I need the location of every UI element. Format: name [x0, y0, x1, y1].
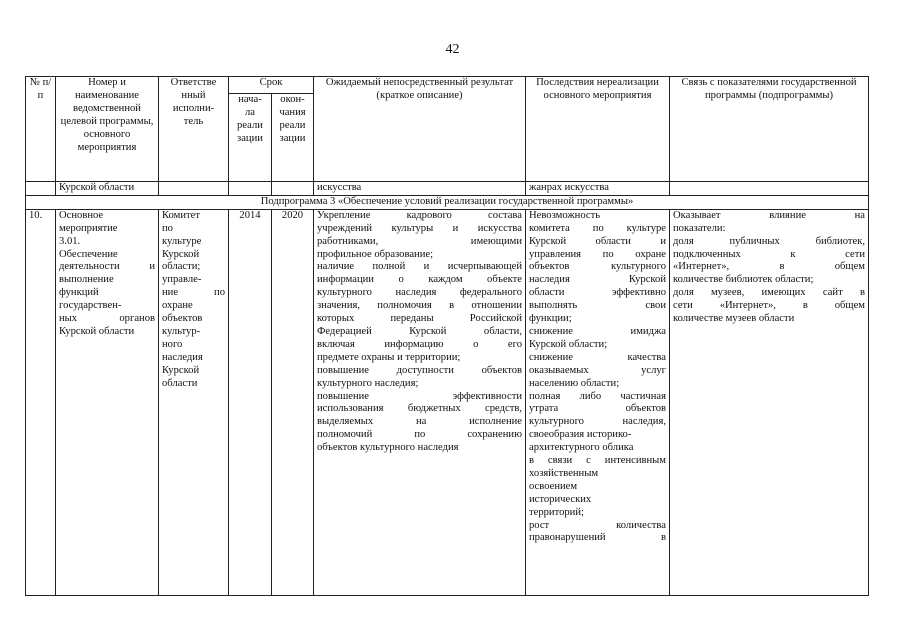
header-expected-result: Ожидаемый непосредственный результат (краткое описание) — [314, 77, 526, 182]
header-term: Срок — [229, 77, 314, 94]
text-line: своеобразия историко- — [529, 429, 632, 441]
text-line: территорий; — [529, 506, 584, 518]
text-line: исторических — [529, 493, 592, 505]
text-line: архитектурного облика — [529, 442, 634, 454]
text-line: ного — [162, 338, 183, 350]
cont-expected-result: искусства — [314, 182, 526, 196]
header-name: Номер и наименование ведомственной целевой программы, основного мероприятия — [56, 77, 159, 182]
header-num: № п/п — [26, 77, 56, 182]
text-line: комитета по культуре — [529, 222, 666, 234]
row-responsible — [159, 209, 229, 595]
text-line: Обеспечение — [59, 248, 118, 260]
text-line: ние по — [162, 287, 225, 299]
text-line: предмете охраны и территории; — [317, 351, 461, 363]
text-line: Курской — [162, 248, 200, 260]
cont-link — [670, 182, 869, 196]
text-line: которых переданы Российской — [317, 313, 522, 325]
text-line: охране — [162, 300, 193, 312]
text-line: «Интернет», в общем — [673, 261, 865, 273]
text-line: по — [162, 222, 173, 234]
text-line: культурного наследия, — [529, 416, 666, 428]
subprogram-title: Подпрограмма 3 «Обеспечение условий реализации государственной программы» — [26, 195, 869, 209]
row-responsible-lines — [162, 210, 225, 391]
text-line: мероприятие — [59, 222, 118, 234]
text-line: Курской области и — [529, 235, 666, 247]
text-line: значения, полномочия в отношении — [317, 300, 522, 312]
row-name — [56, 209, 159, 595]
text-line: информации о каждом объекте — [317, 274, 522, 286]
text-line: Оказывает влияние на — [673, 209, 865, 221]
text-line: работниками, имеющими — [317, 235, 522, 247]
text-line: функции; — [529, 313, 572, 325]
header-term-start: нача- ла реали зации — [229, 94, 272, 182]
text-line: доля музеев, имеющих сайт в — [673, 287, 865, 299]
text-line: снижение качества — [529, 351, 666, 363]
text-line: количестве библиотек области; — [673, 274, 814, 286]
text-line: ных органов — [59, 313, 155, 325]
cont-consequences: жанрах искусства — [526, 182, 670, 196]
page-number: 42 — [445, 42, 460, 57]
text-line: культурного наследия; — [317, 377, 419, 389]
header-term-end: окон- чания реали зации — [272, 94, 314, 182]
cont-num — [26, 182, 56, 196]
text-line: снижение имиджа — [529, 325, 666, 337]
text-line: наличие полной и исчерпывающей — [317, 261, 522, 273]
text-line: наследия — [162, 351, 203, 363]
text-line: доля публичных библиотек, — [673, 235, 865, 247]
text-line: хозяйственным — [529, 467, 599, 479]
text-line: полная либо частичная — [529, 390, 666, 402]
text-line: освоением — [529, 480, 578, 492]
text-line: профильное образование; — [317, 248, 434, 260]
text-line: утрата объектов — [529, 403, 666, 415]
text-line: Курской области — [59, 325, 135, 337]
text-line: Курской — [162, 364, 200, 376]
row-num: 10. — [26, 209, 56, 595]
text-line: 3.01. — [59, 235, 81, 247]
program-table — [25, 76, 869, 596]
text-line: учреждений культуры и искусства — [317, 222, 522, 234]
text-line: культур- — [162, 325, 201, 337]
text-line: наследия Курской — [529, 274, 666, 286]
text-line: Комитет — [162, 209, 200, 221]
text-line: выполнение — [59, 274, 114, 286]
header-responsible: Ответстве нный исполни- тель — [159, 77, 229, 182]
text-line: выполнять свои — [529, 300, 666, 312]
row-consequences — [526, 209, 670, 595]
text-line: деятельности и — [59, 261, 155, 273]
text-line: Невозможность — [529, 209, 601, 221]
row-link-lines — [673, 210, 865, 326]
text-line: управления по охране — [529, 248, 666, 260]
row-name-lines — [59, 210, 155, 339]
text-line: подключенных к сети — [673, 248, 865, 260]
text-line: области эффективно — [529, 287, 666, 299]
row-consequence-lines — [529, 210, 666, 546]
cont-responsible — [159, 182, 229, 196]
row-result-lines — [317, 210, 522, 455]
row-end: 2020 — [272, 209, 314, 595]
text-line: Основное — [59, 209, 104, 221]
text-line: повышение эффективности — [317, 390, 522, 402]
text-line: Укрепление кадрового состава — [317, 209, 522, 221]
row-start: 2014 — [229, 209, 272, 595]
text-line: правонарушений в — [529, 532, 666, 544]
header-consequences: Последствия нереализации основного мероприятия — [526, 77, 670, 182]
text-line: управле- — [162, 274, 202, 286]
text-line: функций — [59, 287, 99, 299]
text-line: области; — [162, 261, 201, 273]
text-line: объектов — [162, 313, 203, 325]
text-line: включая информацию о его — [317, 338, 522, 350]
text-line: оказываемых услуг — [529, 364, 666, 376]
text-line: культурного наследия федерального — [317, 287, 522, 299]
text-line: государствен- — [59, 300, 122, 312]
text-line: выделяемых на исполнение — [317, 416, 522, 428]
text-line: в связи с интенсивным — [529, 455, 666, 467]
text-line: объектов культурного — [529, 261, 666, 273]
cont-name: Курской области — [56, 182, 159, 196]
header-link: Связь с показателями государственной программы (подпрограммы) — [670, 77, 869, 182]
cont-start — [229, 182, 272, 196]
text-line: культуре — [162, 235, 202, 247]
text-line: Федерацией Курской области, — [317, 325, 522, 337]
text-line: полномочий по сохранению — [317, 429, 522, 441]
text-line: количестве музеев области — [673, 313, 795, 325]
text-line: сети «Интернет», в общем — [673, 300, 865, 312]
text-line: Курской области; — [529, 338, 608, 350]
text-line: объектов культурного наследия — [317, 442, 459, 454]
text-line: использования бюджетных средств, — [317, 403, 522, 415]
text-line: рост количества — [529, 519, 666, 531]
text-line: населению области; — [529, 377, 620, 389]
text-line: области — [162, 377, 198, 389]
row-expected-result — [314, 209, 526, 595]
row-link — [670, 209, 869, 595]
text-line: показатели: — [673, 222, 726, 234]
cont-end — [272, 182, 314, 196]
text-line: повышение доступности объектов — [317, 364, 522, 376]
